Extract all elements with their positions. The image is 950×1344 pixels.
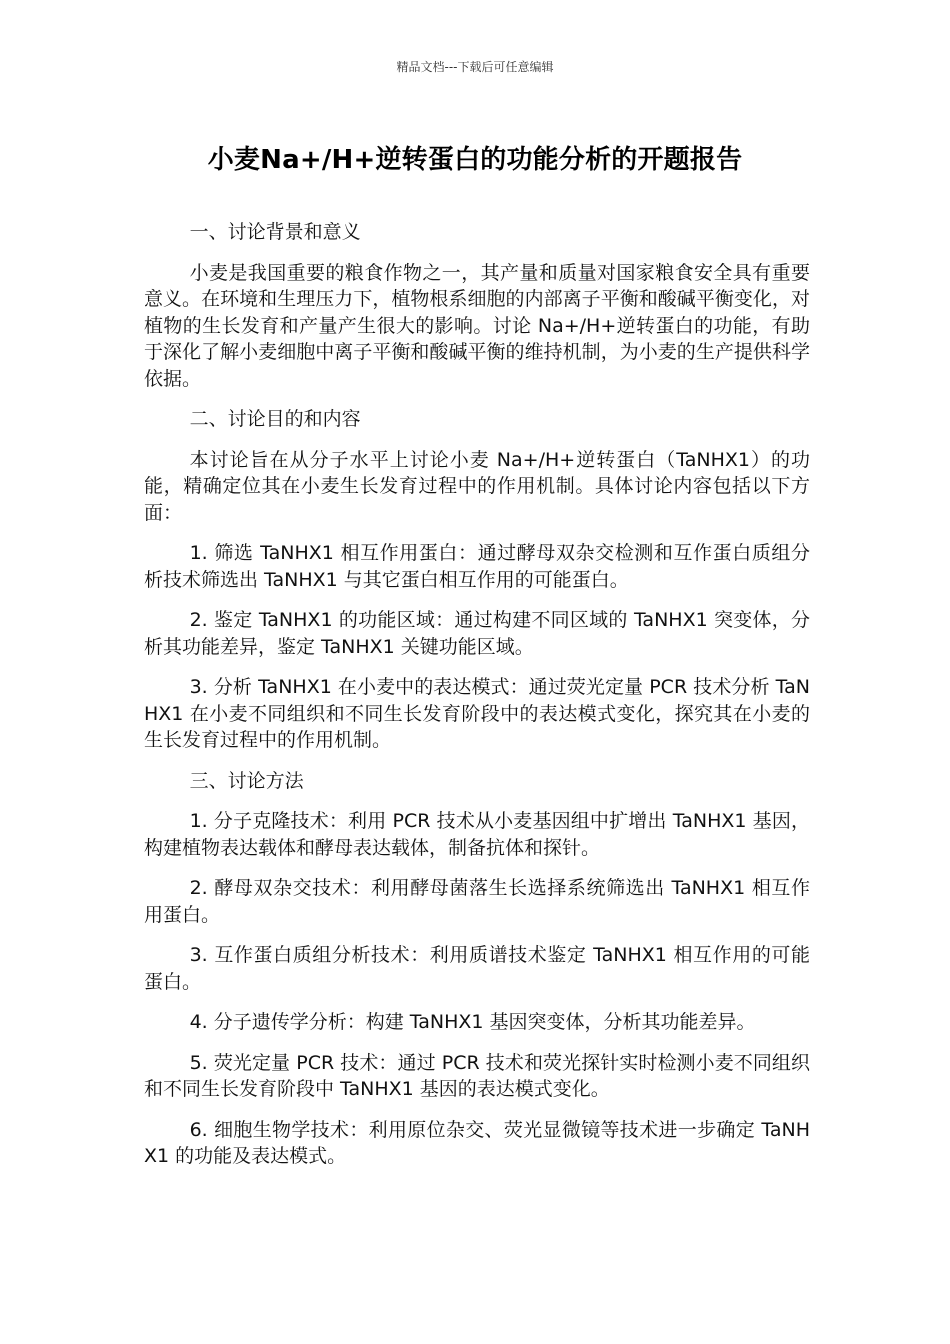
list-item-method-6: 6. 细胞生物学技术：利用原位杂交、荧光显微镜等技术进一步确定 TaNHX1 的功能及表达模式。	[144, 1118, 810, 1167]
list-item-method-5: 5. 荧光定量 PCR 技术：通过 PCR 技术和荧光探针实时检测小麦不同组织和不同生长发育阶段中 TaNHX1 基因的表达模式变化。	[144, 1051, 810, 1100]
section-heading-methods: 三、讨论方法	[189, 769, 304, 792]
list-item-method-1: 1. 分子克隆技术：利用 PCR 技术从小麦基因组中扩增出 TaNHX1 基因，构建植物表达载体和酵母表达载体，制备抗体和探针。	[144, 810, 810, 859]
paragraph-background: 小麦是我国重要的粮食作物之一，其产量和质量对国家粮食安全具有重要意义。在环境和生理压力下，植物根系细胞的内部离子平衡和酸碱平衡变化，对植物的生长发育和产量产生很大的影响。讨论 Na+/H+逆转蛋白的功能，有助于深化了解小麦细胞中离子平衡和酸碱平衡的维持机制，为小麦的生产提供科学依据。	[144, 261, 810, 390]
list-item-objective-2: 2. 鉴定 TaNHX1 的功能区域：通过构建不同区域的 TaNHX1 突变体，分析其功能差异，鉴定 TaNHX1 关键功能区域。	[144, 609, 810, 658]
list-item-method-2: 2. 酵母双杂交技术：利用酵母菌落生长选择系统筛选出 TaNHX1 相互作用蛋白。	[144, 877, 810, 926]
header-watermark: 精品文档---下载后可任意编辑	[396, 60, 554, 74]
list-item-objective-1: 1. 筛选 TaNHX1 相互作用蛋白：通过酵母双杂交检测和互作蛋白质组分析技术筛选出 TaNHX1 与其它蛋白相互作用的可能蛋白。	[144, 542, 810, 591]
document-body	[144, 219, 810, 1184]
paragraph-objectives-intro: 本讨论旨在从分子水平上讨论小麦 Na+/H+逆转蛋白（TaNHX1）的功能，精确定位其在小麦生长发育过程中的作用机制。具体讨论内容包括以下方面：	[144, 448, 810, 524]
list-item-method-3: 3. 互作蛋白质组分析技术：利用质谱技术鉴定 TaNHX1 相互作用的可能蛋白。	[144, 944, 810, 993]
section-heading-objectives: 二、讨论目的和内容	[189, 408, 361, 430]
section-heading-background: 一、讨论背景和意义	[189, 221, 361, 243]
document-title: 小麦Na+/H+逆转蛋白的功能分析的开题报告	[207, 145, 743, 175]
list-item-objective-3: 3. 分析 TaNHX1 在小麦中的表达模式：通过荧光定量 PCR 技术分析 TaNHX1 在小麦不同组织和不同生长发育阶段中的表达模式变化，探究其在小麦的生长发育过程中的作用机制。	[144, 676, 810, 751]
list-item-method-4: 4. 分子遗传学分析：构建 TaNHX1 基因突变体，分析其功能差异。	[189, 1011, 756, 1033]
